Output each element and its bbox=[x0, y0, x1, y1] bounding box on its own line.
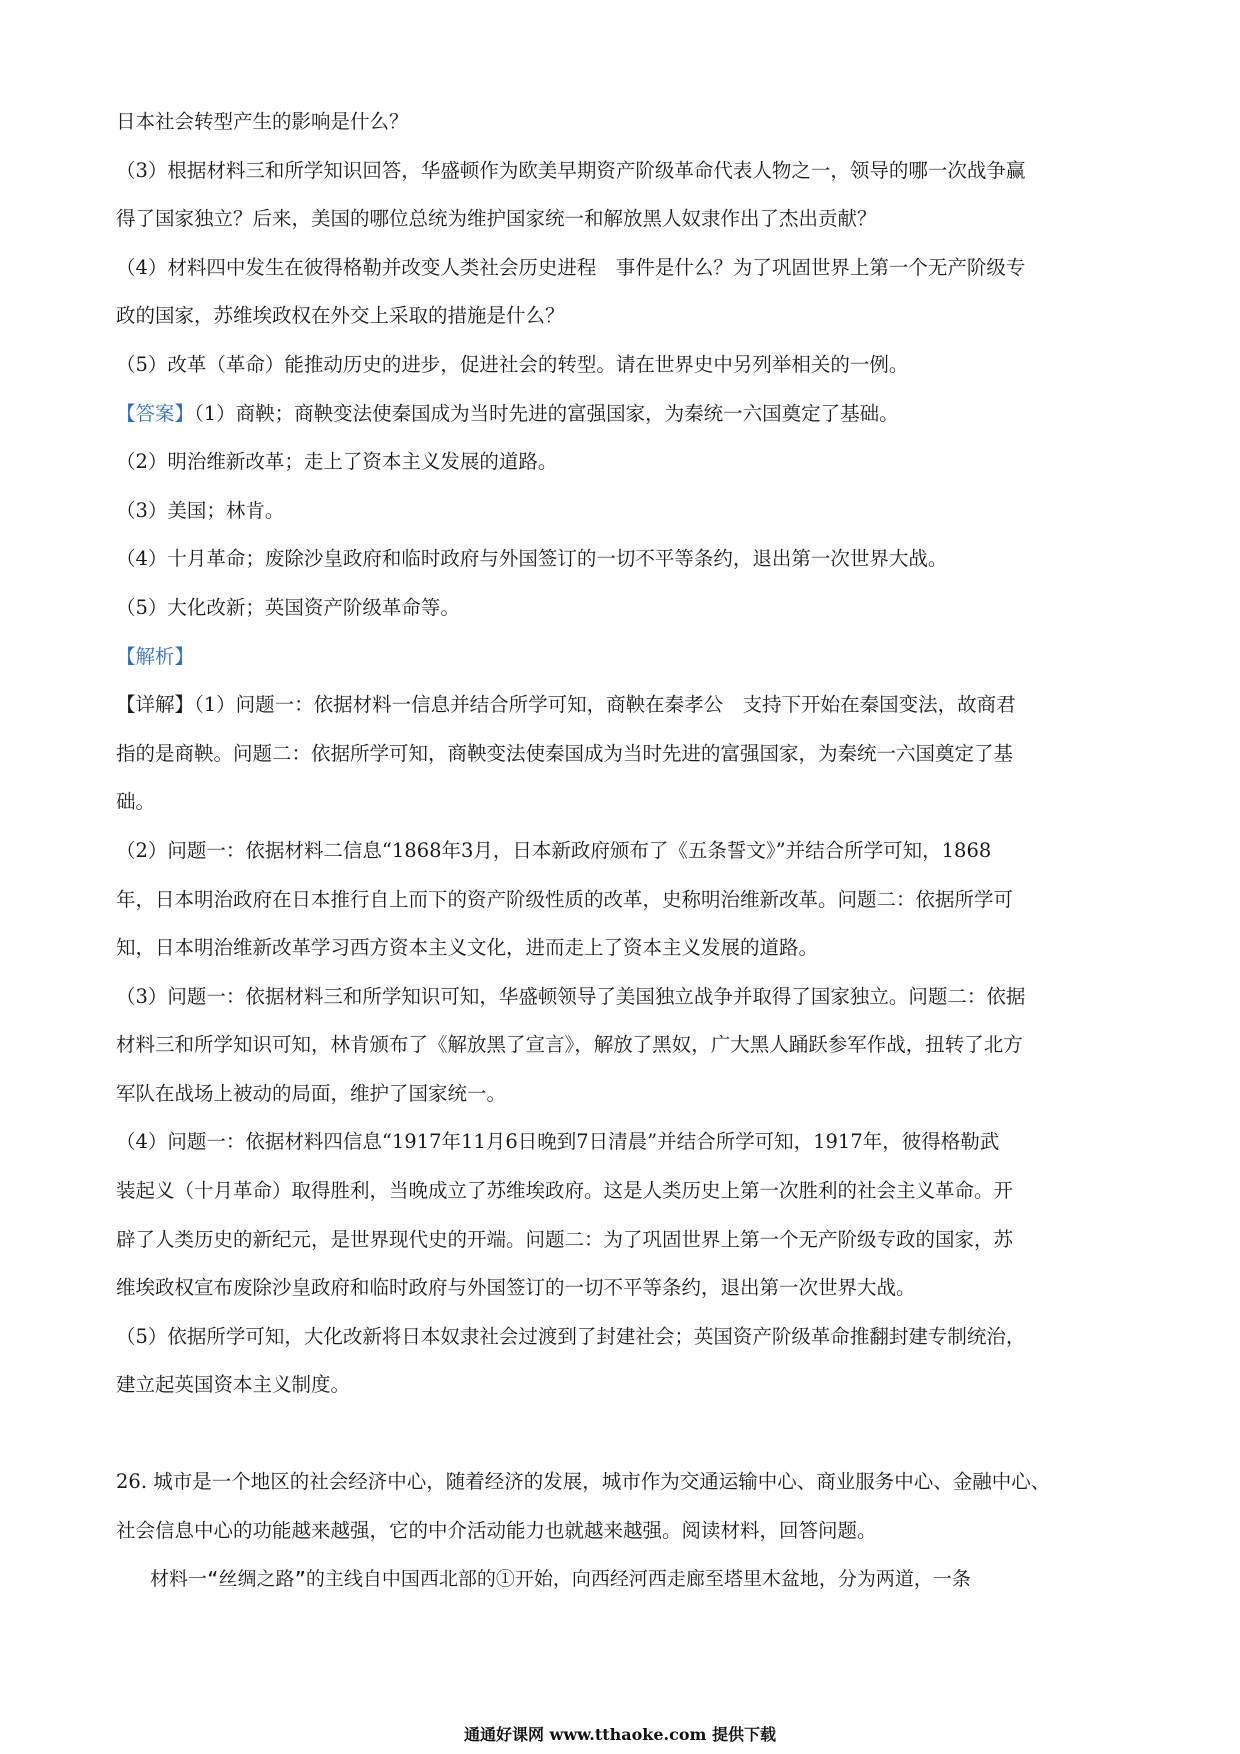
analysis-line: 【详解】（1）问题一：依据材料一信息并结合所学可知，商鞅在秦孝公 支持下开始在秦国变法，故商君 bbox=[116, 693, 1016, 717]
question-line: （5）改革（革命）能推动历史的进步，促进社会的转型。请在世界史中另列举相关的一例。 bbox=[116, 352, 909, 376]
question-line: （4）材料四中发生在彼得格勒并改变人类社会历史进程 事件是什么？为了巩固世界上第一个无产阶级专 bbox=[116, 255, 1026, 279]
analysis-block bbox=[116, 633, 1126, 1411]
page-content bbox=[116, 98, 1126, 1604]
question-26-line: 26. 城市是一个地区的社会经济中心，随着经济的发展，城市作为交通运输中心、商业服务中心、金融中心、 bbox=[116, 1470, 1051, 1494]
question-26-line: 社会信息中心的功能越来越强，它的中介活动能力也就越来越强。阅读材料，回答问题。 bbox=[116, 1518, 877, 1542]
answer-text: （1）商鞅；商鞅变法使秦国成为当时先进的富强国家，为秦统一六国奠定了基础。 bbox=[194, 401, 899, 425]
analysis-line: 材料三和所学知识可知，林肯颁布了《解放黑了宣言》，解放了黑奴，广大黑人踊跃参军作战，扭转了北方 bbox=[116, 1033, 1023, 1057]
question-block bbox=[116, 98, 1126, 390]
analysis-line: 础。 bbox=[116, 790, 156, 814]
question-line: 日本社会转型产生的影响是什么？ bbox=[116, 110, 409, 133]
analysis-line: （2）问题一：依据材料二信息“1868年3月，日本新政府颁布了《五条誓文》”并结合所学可知，1868 bbox=[116, 838, 992, 862]
analysis-line: 军队在战场上被动的局面，维护了国家统一。 bbox=[116, 1081, 507, 1105]
question-line: （3）根据材料三和所学知识回答，华盛顿作为欧美早期资产阶级革命代表人物之一，领导的哪一次战争赢 bbox=[116, 158, 1026, 182]
analysis-line: （3）问题一：依据材料三和所学知识可知，华盛顿领导了美国独立战争并取得了国家独立。问题二：依据 bbox=[116, 984, 1026, 1008]
analysis-line: （5）依据所学可知，大化改新将日本奴隶社会过渡到了封建社会；英国资产阶级革命推翻封建专制统治， bbox=[116, 1324, 1026, 1348]
answer-block bbox=[116, 390, 1126, 633]
analysis-line: 指的是商鞅。问题二：依据所学可知，商鞅变法使秦国成为当时先进的富强国家，为秦统一六国奠定了基 bbox=[116, 741, 1014, 765]
analysis-line: 建立起英国资本主义制度。 bbox=[116, 1373, 351, 1397]
answer-tag: 【答案】 bbox=[116, 401, 195, 425]
analysis-line: 年，日本明治政府在日本推行自上而下的资产阶级性质的改革，史称明治维新改革。问题二：依据所学可 bbox=[116, 887, 1014, 911]
answer-line bbox=[116, 390, 1126, 439]
analysis-line: 知，日本明治维新改革学习西方资本主义文化，进而走上了资本主义发展的道路。 bbox=[116, 936, 819, 960]
page-footer: 通通好课网 www.tthaoke.com 提供下载 bbox=[463, 1725, 777, 1744]
answer-line: （5）大化改新；英国资产阶级革命等。 bbox=[116, 595, 460, 619]
analysis-line: 装起义（十月革命）取得胜利，当晚成立了苏维埃政府。这是人类历史上第一次胜利的社会主义革命。开 bbox=[116, 1179, 1014, 1203]
analysis-line: 维埃政权宣布废除沙皇政府和临时政府与外国签订的一切不平等条约，退出第一次世界大战。 bbox=[116, 1276, 916, 1300]
answer-line: （2）明治维新改革；走上了资本主义发展的道路。 bbox=[116, 450, 558, 474]
question-line: 得了国家独立？后来，美国的哪位总统为维护国家统一和解放黑人奴隶作出了杰出贡献？ bbox=[116, 207, 877, 231]
question-26-block bbox=[116, 1458, 1126, 1604]
analysis-line: 辟了人类历史的新纪元，是世界现代史的开端。问题二：为了巩固世界上第一个无产阶级专政的国家，苏 bbox=[116, 1227, 1014, 1251]
analysis-line: （4）问题一：依据材料四信息“1917年11月6日晚到7日清晨”并结合所学可知，1917年，彼得格勒武 bbox=[116, 1130, 1000, 1154]
analysis-tag: 【解析】 bbox=[116, 644, 195, 668]
answer-line: （4）十月革命；废除沙皇政府和临时政府与外国签订的一切不平等条约，退出第一次世界大战。 bbox=[116, 547, 948, 571]
answer-line: （3）美国；林肯。 bbox=[116, 498, 285, 522]
material-one-text: 材料一“丝绸之路”的主线自中国西北部的①开始，向西经河西走廊至塔里木盆地，分为两道，一条 bbox=[150, 1568, 971, 1591]
question-line: 政的国家，苏维埃政权在外交上采取的措施是什么？ bbox=[116, 304, 565, 328]
